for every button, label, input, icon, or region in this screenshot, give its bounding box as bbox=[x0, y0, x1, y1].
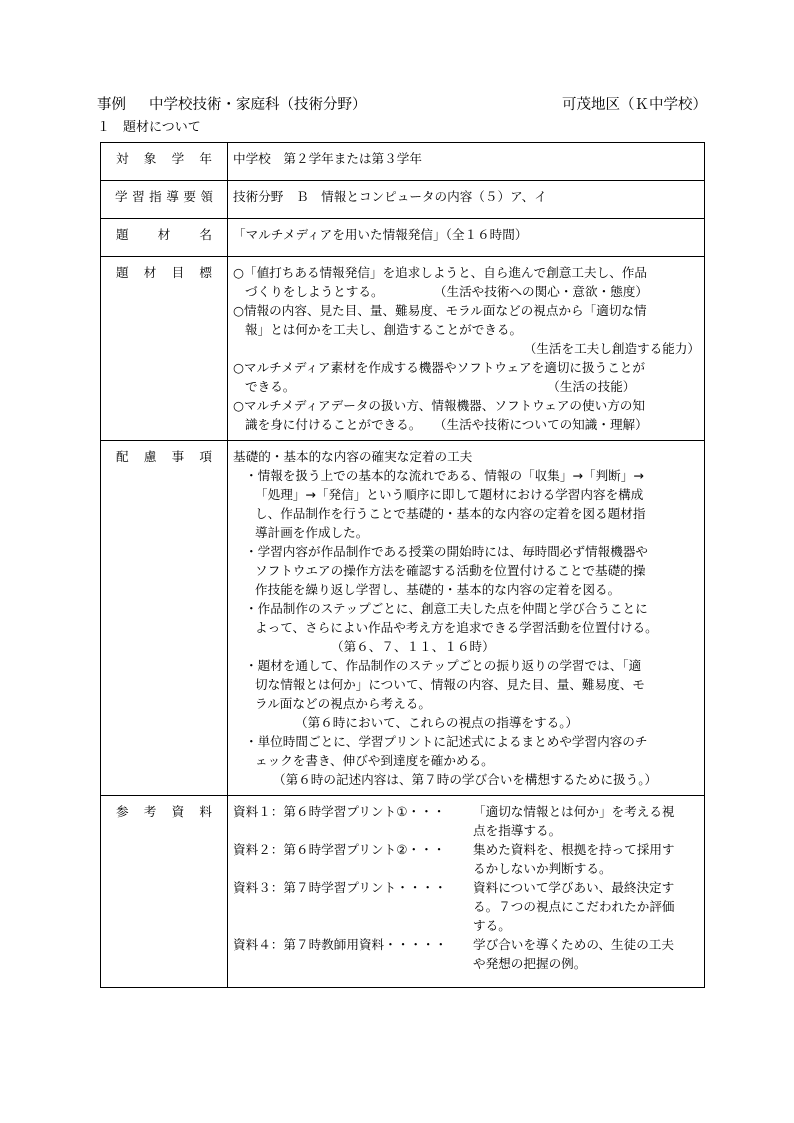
row-label-char: 資 bbox=[171, 804, 185, 819]
row-label-char: 指 bbox=[149, 189, 162, 204]
row-label-char: 題 bbox=[116, 265, 129, 280]
label-topic bbox=[101, 219, 228, 257]
row-label-char: 項 bbox=[199, 449, 212, 464]
topic-table bbox=[100, 142, 705, 988]
considerations-heading: 基礎的・基本的な内容の確実な定着の工夫 bbox=[233, 449, 473, 464]
goal-line: ○マルチメディアデータの扱い方、情報機器、ソフトウェアの使い方の知 bbox=[233, 398, 645, 413]
consideration-line: 導計画を作成した。 bbox=[255, 525, 369, 540]
row-label-char: 象 bbox=[143, 151, 157, 166]
consideration-line: ・情報を扱う上での基本的な流れである、情報の「収集」→「判断」→ bbox=[245, 468, 644, 483]
row-label-char: 標 bbox=[199, 265, 212, 280]
material-desc: 学び合いを導くための、生徒の工夫 bbox=[473, 937, 674, 952]
label-grade bbox=[101, 143, 228, 181]
row-label-char: 考 bbox=[143, 804, 157, 819]
row-label-char: 題 bbox=[116, 227, 129, 242]
label-materials bbox=[101, 796, 228, 988]
goal-line: できる。 （生活の技能） bbox=[245, 379, 636, 394]
row-label-char: 導 bbox=[166, 189, 179, 204]
goal-line: ○マルチメディア素材を作成する機器やソフトウェアを適切に扱うことが bbox=[233, 360, 645, 375]
row-label-char: 学 bbox=[171, 151, 185, 166]
material-desc: る。７つの視点にこだわれたか評価 bbox=[473, 899, 675, 914]
row-label-char: 領 bbox=[200, 189, 213, 204]
consideration-line: （第６、７、１１、１６時） bbox=[331, 639, 495, 654]
consideration-line: 作技能を繰り返し学習し、基礎的・基本的な内容の定着を図る。 bbox=[255, 582, 621, 597]
consideration-line: よって、さらによい作品や考え方を追求できる学習活動を位置付ける。 bbox=[255, 620, 658, 635]
case-label: 事例 bbox=[97, 97, 126, 113]
consideration-line: ソフトウエアの操作方法を確認する活動を位置付けることで基礎的操 bbox=[255, 563, 646, 578]
consideration-line: 「処理」→「発信」という順序に即して題材における学習内容を構成 bbox=[255, 487, 644, 502]
row-label-char: 学 bbox=[115, 189, 128, 204]
row-goals bbox=[101, 257, 705, 441]
row-label-char: 材 bbox=[157, 227, 171, 242]
consideration-line: ラル面などの視点から考える。 bbox=[255, 696, 431, 711]
label-guideline bbox=[101, 181, 228, 219]
material-item bbox=[233, 878, 700, 935]
row-materials bbox=[101, 796, 705, 988]
material-name: 資料１：第６時学習プリント①・・・ bbox=[233, 804, 446, 819]
goal-line: ○情報の内容、見た目、量、難易度、モラル面などの視点から「適切な情 bbox=[233, 303, 647, 318]
material-desc: 「適切な情報とは何か」を考える視 bbox=[473, 804, 675, 819]
consideration-line: （第６時の記述内容は、第７時の学び合いを構想するために扱う。） bbox=[273, 772, 658, 787]
goal-line: 識を身に付けることができる。 （生活や技術についての知識・理解） bbox=[245, 417, 648, 432]
consideration-line: ・学習内容が作品制作である授業の開始時には、毎時間必ず情報機器や bbox=[245, 544, 648, 559]
goal-line: （生活を工夫し創造する能力） bbox=[523, 341, 700, 356]
value-grade: 中学校 第２学年または第３学年 bbox=[228, 143, 705, 181]
consideration-line: 切な情報とは何か」について、情報の内容、見た目、量、難易度、モ bbox=[255, 677, 645, 692]
row-label-char: 材 bbox=[143, 265, 157, 280]
consideration-line: ・作品制作のステップごとに、創意工夫した点を仲間と学び合うことに bbox=[245, 601, 648, 616]
label-considerations bbox=[101, 441, 228, 796]
goal-line: づくりをしようとする。 （生活や技術への関心・意欲・態度） bbox=[245, 284, 648, 299]
goal-line: ○「値打ちある情報発信」を追求しようと、自ら進んで創意工夫し、作品 bbox=[233, 265, 647, 280]
value-guideline: 技術分野 Ｂ 情報とコンピュータの内容（５）ア、イ bbox=[228, 181, 705, 219]
material-item bbox=[233, 802, 700, 840]
row-topic bbox=[101, 219, 705, 257]
row-label-char: 参 bbox=[116, 804, 129, 819]
materials-content bbox=[228, 796, 705, 988]
value-topic: 「マルチメディアを用いた情報発信」（全１６時間） bbox=[228, 219, 705, 257]
row-grade bbox=[101, 143, 705, 181]
row-label-char: 名 bbox=[199, 227, 212, 242]
row-label-char: 対 bbox=[116, 151, 129, 166]
consideration-line: し、作品制作を行うことで基礎的・基本的な内容の定着を図る題材指 bbox=[255, 506, 646, 521]
consideration-line: ェックを書き、伸びや到達度を確かめる。 bbox=[255, 753, 494, 768]
consideration-line: ・単位時間ごとに、学習プリントに記述式によるまとめや学習内容のチ bbox=[245, 734, 648, 749]
consideration-line: （第６時において、これらの視点の指導をする。） bbox=[295, 715, 579, 730]
material-desc: や発想の把握の例。 bbox=[473, 956, 587, 971]
considerations-content bbox=[228, 441, 705, 796]
material-desc: 資料について学びあい、最終決定す bbox=[473, 880, 675, 895]
material-item bbox=[233, 840, 700, 878]
goal-line: 報」とは何かを工夫し、創造することができる。 bbox=[245, 322, 523, 337]
row-guideline bbox=[101, 181, 705, 219]
material-desc: 集めた資料を、根拠を持って採用す bbox=[473, 842, 675, 857]
row-label-char: 年 bbox=[199, 151, 212, 166]
row-label-char: 配 bbox=[116, 449, 129, 464]
section-title: １ 題材について bbox=[97, 120, 201, 135]
material-name: 資料４：第７時教師用資料・・・・・ bbox=[233, 937, 448, 952]
material-desc: 点を指導する。 bbox=[473, 823, 562, 838]
school-name: 可茂地区（Ｋ中学校） bbox=[562, 97, 707, 113]
subject-title: 中学校技術・家庭科（技術分野） bbox=[149, 97, 367, 113]
material-name: 資料２：第６時学習プリント②・・・ bbox=[233, 842, 446, 857]
row-label-char: 目 bbox=[171, 265, 185, 280]
material-desc: るかしないか判断する。 bbox=[473, 861, 612, 876]
row-label-char: 習 bbox=[132, 189, 145, 204]
page-header bbox=[97, 93, 707, 113]
row-label-char: 慮 bbox=[143, 449, 157, 464]
row-label-char: 料 bbox=[199, 804, 212, 819]
material-item bbox=[233, 935, 700, 973]
material-desc: する。 bbox=[473, 918, 511, 933]
row-label-char: 要 bbox=[183, 189, 196, 204]
row-considerations bbox=[101, 441, 705, 796]
consideration-line: ・題材を通して、作品制作のステップごとの振り返りの学習では、「適 bbox=[245, 658, 642, 673]
label-goals bbox=[101, 257, 228, 441]
material-name: 資料３：第７時学習プリント・・・・ bbox=[233, 880, 447, 895]
goals-content bbox=[228, 257, 705, 441]
row-label-char: 事 bbox=[171, 449, 185, 464]
